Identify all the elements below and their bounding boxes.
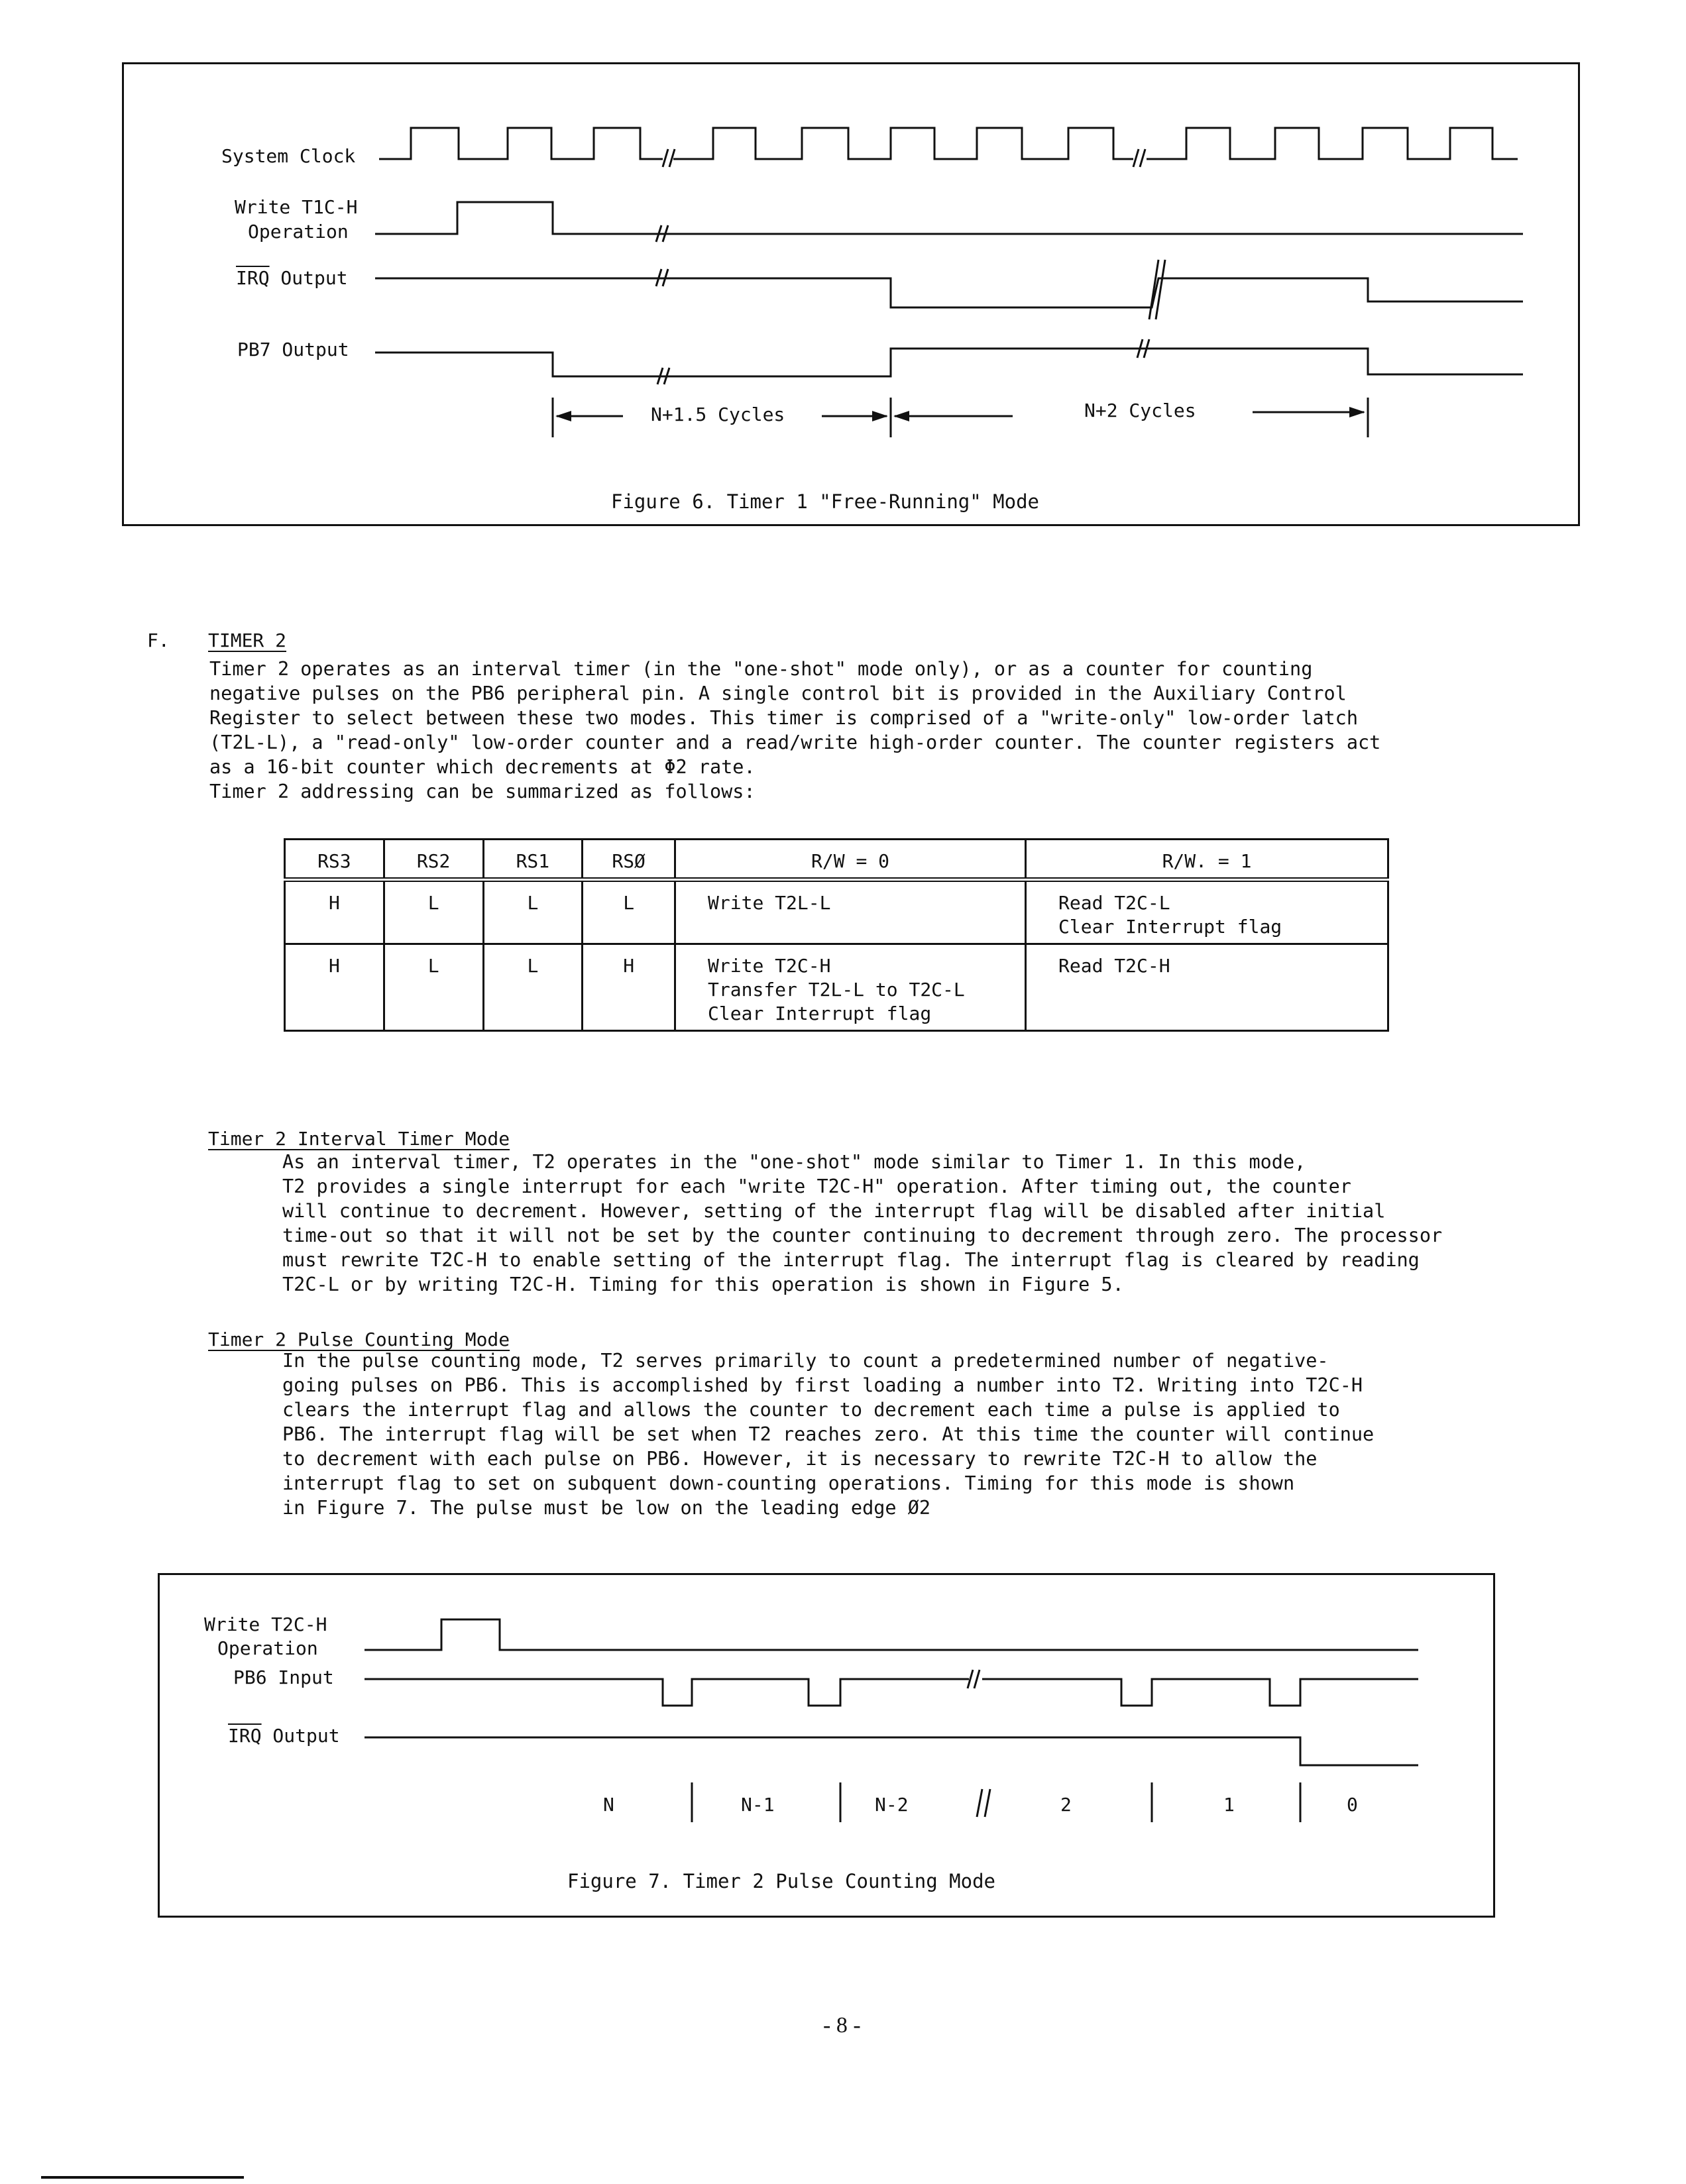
cell-rs0: L (583, 880, 675, 944)
count-n-minus-2: N-2 (875, 1794, 909, 1816)
figure-7-caption: Figure 7. Timer 2 Pulse Counting Mode (567, 1870, 996, 1892)
interval-line: T2 provides a single interrupt for each "write T2C-H" operation. After timing out, the counter (282, 1175, 1351, 1197)
header-rw0: R/W = 0 (675, 840, 1026, 880)
intro-line: Register to select between these two modes. This timer is comprised of a "write-only" low-order latch (209, 707, 1359, 729)
cell-line: Transfer T2L-L to T2C-L (708, 979, 965, 1001)
count-n: N (603, 1794, 614, 1816)
system-clock-label: System Clock (221, 145, 356, 167)
cell-line: Read T2C-H (1058, 955, 1170, 977)
intro-line: Timer 2 operates as an interval timer (in the "one-shot" mode only), or as a counter for counting (209, 658, 1313, 680)
irq-overline-text: $\overline{IRQ}$ (236, 267, 270, 289)
cell-line: Clear Interrupt flag (1058, 916, 1282, 938)
pulse-line: interrupt flag to set on subquent down-counting operations. Timing for this mode is shown (282, 1472, 1295, 1494)
section-heading: TIMER 2 (208, 629, 287, 651)
header-rs3: RS3 (285, 840, 384, 880)
header-rw1: R/W. = 1 (1026, 840, 1388, 880)
interval-line: must rewrite T2C-H to enable setting of the interrupt flag. The interrupt flag is cleared by reading (282, 1249, 1420, 1271)
header-rs1: RS1 (483, 840, 583, 880)
cell-rs3: H (285, 944, 384, 1031)
interval-line: will continue to decrement. However, setting of the interrupt flag will be disabled after initial (282, 1200, 1386, 1222)
page-number: - 8 - (823, 2013, 861, 2038)
intro-line: negative pulses on the PB6 peripheral pin. A single control bit is provided in the Auxiliary Control (209, 682, 1347, 704)
pb6-input-label: PB6 Input (233, 1666, 334, 1688)
irq-output-suffix: Output (261, 1725, 340, 1747)
section-letter: F. (147, 629, 170, 651)
irq-output-suffix: Output (269, 267, 348, 289)
footer-rule (41, 2176, 244, 2179)
header-rs2: RS2 (384, 840, 483, 880)
count-2: 2 (1060, 1794, 1072, 1816)
interval-line: T2C-L or by writing T2C-H. Timing for this operation is shown in Figure 5. (282, 1274, 1124, 1295)
cell-rs2: L (384, 944, 483, 1031)
write-t2c-h-label: Write T2C-H (204, 1613, 327, 1635)
intro-line: (T2L-L), a "read-only" low-order counter and a read/write high-order counter. The counter registers act (209, 732, 1381, 753)
pulse-line: to decrement with each pulse on PB6. However, it is necessary to rewrite T2C-H to allow the (282, 1448, 1318, 1470)
pb6-input-waveform (365, 1679, 969, 1706)
cell-line: Write T2C-H (708, 955, 831, 977)
count-1: 1 (1223, 1794, 1235, 1816)
write-t2c-h-operation-label: Operation (217, 1637, 318, 1659)
count-0: 0 (1347, 1794, 1358, 1816)
pb7-output-label: PB7 Output (237, 339, 349, 360)
irq-overline-text: $\overline{IRQ}$ (228, 1725, 262, 1747)
cell-rs3: H (285, 880, 384, 944)
break-mark-pb6 (968, 1670, 980, 1688)
count-n-minus-1: N-1 (741, 1794, 775, 1816)
interval-line: time-out so that it will not be set by the counter continuing to decrement through zero. The processor (282, 1225, 1443, 1246)
cell-rs1: L (483, 944, 583, 1031)
figure-6-caption: Figure 6. Timer 1 "Free-Running" Mode (611, 490, 1040, 513)
header-rs0: RSØ (583, 840, 675, 880)
pb6-input-waveform-end (982, 1679, 1418, 1706)
pulse-line: going pulses on PB6. This is accomplished by first loading a number into T2. Writing into T2C-H (282, 1374, 1363, 1396)
write-t1c-h-operation-label: Operation (248, 221, 349, 243)
interval-n-plus-1-5-label: N+1.5 Cycles (651, 404, 785, 425)
irq-output-waveform-fig7 (365, 1737, 1418, 1765)
cell-line: Clear Interrupt flag (708, 1003, 932, 1024)
interval-line: As an interval timer, T2 operates in the "one-shot" mode similar to Timer 1. In this mode, (282, 1151, 1306, 1173)
pulse-line: In the pulse counting mode, T2 serves primarily to count a predetermined number of negative- (282, 1350, 1329, 1372)
cell-rs0: H (583, 944, 675, 1031)
break-mark-counts (977, 1789, 990, 1817)
interval-n-plus-2-label: N+2 Cycles (1084, 400, 1196, 421)
cell-rs2: L (384, 880, 483, 944)
cell-line: Read T2C-L (1058, 892, 1170, 914)
intro-line: as a 16-bit counter which decrements at Φ2 rate. (209, 756, 756, 778)
pulse-mode-heading: Timer 2 Pulse Counting Mode (208, 1329, 510, 1350)
cell-line: Write T2L-L (708, 892, 831, 914)
intro-line: Timer 2 addressing can be summarized as follows: (209, 781, 756, 802)
write-t2c-h-waveform (365, 1619, 1418, 1650)
pulse-line: in Figure 7. The pulse must be low on the leading edge Ø2 (282, 1497, 931, 1519)
pulse-line: clears the interrupt flag and allows the counter to decrement each time a pulse is applied to (282, 1399, 1340, 1421)
write-t1c-h-label: Write T1C-H (235, 196, 358, 218)
cell-rs1: L (483, 880, 583, 944)
interval-mode-heading: Timer 2 Interval Timer Mode (208, 1128, 510, 1150)
pulse-line: PB6. The interrupt flag will be set when T2 reaches zero. At this time the counter will continue (282, 1423, 1375, 1445)
